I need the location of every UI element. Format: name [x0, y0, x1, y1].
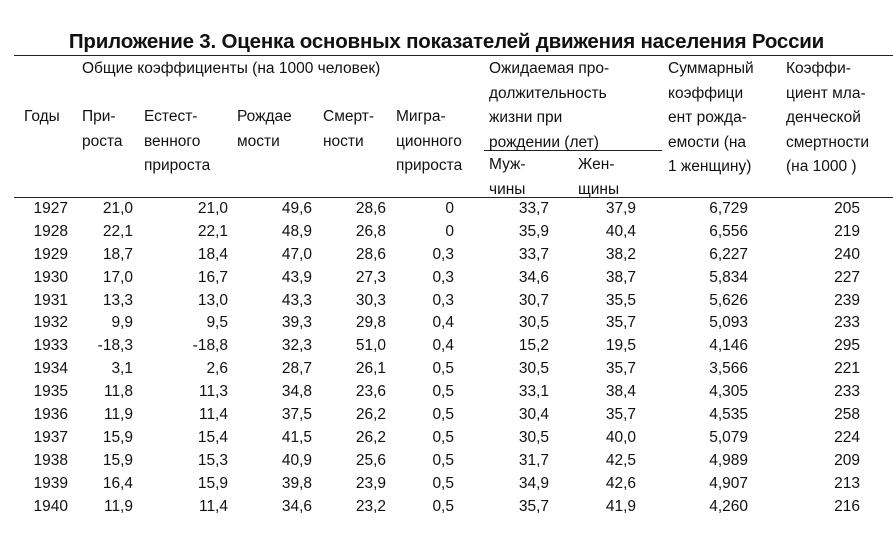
cell-migration: 0,4: [432, 314, 454, 332]
cell-men: 33,1: [518, 383, 549, 401]
cell-natural-growth: 15,9: [197, 474, 228, 492]
table-row: [0, 358, 893, 381]
cell-migration: 0: [445, 200, 454, 217]
page-title: Приложение 3. Оценка основных показателей движения населения России: [68, 30, 825, 53]
cell-migration: 0,3: [432, 245, 454, 263]
table-row: [0, 427, 893, 450]
cell-births: 48,9: [281, 222, 312, 240]
cell-infant-mortality: 233: [834, 314, 860, 332]
cell-growth: 18,7: [102, 245, 133, 263]
cell-women: 41,9: [605, 497, 636, 515]
header-life-expectancy: Ожидаемая про- должительность жизни при рождении (лет): [489, 60, 610, 151]
cell-year: 1938: [33, 451, 68, 469]
cell-births: 49,6: [281, 200, 312, 217]
cell-infant-mortality: 209: [834, 451, 860, 469]
cell-men: 33,7: [518, 200, 549, 217]
cell-deaths: 27,3: [355, 268, 386, 286]
cell-natural-growth: 11,4: [198, 406, 228, 424]
cell-infant-mortality: 219: [834, 222, 860, 240]
table-body: [0, 198, 893, 518]
cell-natural-growth: 2,6: [206, 360, 228, 378]
cell-growth: 13,3: [102, 291, 133, 309]
cell-year: 1933: [33, 337, 68, 355]
cell-deaths: 28,6: [355, 200, 386, 217]
cell-year: 1927: [33, 200, 68, 217]
cell-year: 1930: [33, 268, 68, 286]
cell-fertility: 5,093: [709, 314, 748, 332]
cell-migration: 0,5: [432, 451, 454, 469]
header-general-coefficients: Общие коэффициенты (на 1000 человек): [82, 60, 381, 77]
cell-fertility: 4,907: [709, 474, 748, 492]
cell-year: 1928: [33, 222, 68, 240]
cell-women: 37,9: [605, 200, 636, 217]
cell-deaths: 26,1: [355, 360, 386, 378]
cell-men: 33,7: [518, 245, 549, 263]
header-fertility: Суммарный коэффици ент рожда- емости (на 1 женщину): [668, 60, 754, 175]
cell-deaths: 30,3: [355, 291, 386, 309]
cell-women: 42,6: [605, 474, 636, 492]
cell-growth: 11,8: [103, 383, 133, 401]
cell-growth: 17,0: [102, 268, 133, 286]
cell-fertility: 4,260: [709, 497, 748, 515]
cell-infant-mortality: 205: [834, 200, 860, 217]
cell-natural-growth: 16,7: [197, 268, 228, 286]
cell-natural-growth: 9,5: [206, 314, 228, 332]
cell-births: 28,7: [281, 360, 312, 378]
cell-migration: 0,5: [432, 360, 454, 378]
cell-infant-mortality: 233: [834, 383, 860, 401]
cell-women: 38,7: [605, 268, 636, 286]
cell-births: 43,3: [281, 291, 312, 309]
cell-natural-growth: 15,4: [197, 428, 228, 446]
cell-infant-mortality: 216: [834, 497, 860, 515]
cell-fertility: 4,989: [709, 451, 748, 469]
cell-migration: 0: [445, 222, 454, 240]
cell-births: 39,3: [281, 314, 312, 332]
cell-men: 35,7: [518, 497, 549, 515]
table-row: [0, 198, 893, 221]
cell-deaths: 23,2: [355, 497, 386, 515]
cell-women: 35,7: [605, 360, 636, 378]
cell-migration: 0,4: [432, 337, 454, 355]
cell-births: 41,5: [281, 428, 312, 446]
cell-men: 34,6: [518, 268, 549, 286]
cell-natural-growth: -18,8: [192, 337, 228, 355]
cell-year: 1939: [33, 474, 68, 492]
cell-year: 1935: [33, 383, 68, 401]
cell-women: 35,5: [605, 291, 636, 309]
cell-fertility: 4,146: [709, 337, 748, 355]
header-years: Годы: [24, 108, 60, 125]
cell-fertility: 4,305: [709, 383, 748, 401]
cell-growth: 15,9: [102, 451, 133, 469]
cell-women: 19,5: [605, 337, 636, 355]
cell-births: 34,8: [281, 383, 312, 401]
header-natural-growth: Естест- венного прироста: [144, 108, 211, 174]
table-row: [0, 335, 893, 358]
cell-year: 1931: [33, 291, 68, 309]
cell-infant-mortality: 240: [834, 245, 860, 263]
cell-deaths: 26,2: [355, 406, 386, 424]
cell-migration: 0,3: [432, 291, 454, 309]
cell-fertility: 4,535: [709, 406, 748, 424]
cell-deaths: 29,8: [355, 314, 386, 332]
cell-infant-mortality: 295: [834, 337, 860, 355]
cell-men: 30,7: [518, 291, 549, 309]
cell-year: 1932: [33, 314, 68, 332]
cell-growth: 21,0: [102, 200, 133, 217]
cell-fertility: 5,079: [709, 428, 748, 446]
cell-infant-mortality: 258: [834, 406, 860, 424]
cell-migration: 0,5: [432, 497, 454, 515]
cell-migration: 0,5: [432, 428, 454, 446]
cell-deaths: 51,0: [355, 337, 386, 355]
cell-women: 38,4: [605, 383, 636, 401]
table-row: [0, 381, 893, 404]
cell-natural-growth: 15,3: [197, 451, 228, 469]
table-row: [0, 312, 893, 335]
cell-men: 30,5: [518, 360, 549, 378]
cell-natural-growth: 21,0: [197, 200, 228, 217]
cell-growth: 11,9: [103, 497, 133, 515]
table-row: [0, 496, 893, 519]
cell-fertility: 3,566: [709, 360, 748, 378]
cell-natural-growth: 22,1: [197, 222, 228, 240]
cell-women: 38,2: [605, 245, 636, 263]
cell-migration: 0,5: [432, 383, 454, 401]
cell-fertility: 6,556: [709, 222, 748, 240]
cell-men: 30,5: [518, 314, 549, 332]
cell-year: 1936: [33, 406, 68, 424]
table-row: [0, 244, 893, 267]
cell-growth: 9,9: [111, 314, 133, 332]
header-men: Муж- чины: [489, 156, 526, 198]
cell-natural-growth: 11,4: [198, 497, 228, 515]
cell-births: 39,8: [281, 474, 312, 492]
cell-year: 1934: [33, 360, 68, 378]
cell-men: 31,7: [518, 451, 549, 469]
cell-births: 37,5: [281, 406, 312, 424]
header-growth: При- роста: [82, 108, 123, 150]
cell-men: 15,2: [518, 337, 549, 355]
cell-year: 1940: [33, 497, 68, 515]
cell-infant-mortality: 221: [834, 360, 860, 378]
cell-deaths: 25,6: [355, 451, 386, 469]
table-row: [0, 221, 893, 244]
cell-year: 1929: [33, 245, 68, 263]
cell-fertility: 5,834: [709, 268, 748, 286]
header-migration: Мигра- ционного прироста: [396, 108, 463, 174]
cell-women: 35,7: [605, 406, 636, 424]
table-row: [0, 450, 893, 473]
cell-deaths: 28,6: [355, 245, 386, 263]
cell-births: 43,9: [281, 268, 312, 286]
cell-migration: 0,3: [432, 268, 454, 286]
cell-deaths: 26,8: [355, 222, 386, 240]
cell-growth: 11,9: [103, 406, 133, 424]
cell-deaths: 23,6: [355, 383, 386, 401]
cell-births: 47,0: [281, 245, 312, 263]
header-deaths: Смерт- ности: [323, 108, 375, 150]
table-row: [0, 473, 893, 496]
cell-growth: 22,1: [102, 222, 133, 240]
header-infant-mortality: Коэффи- циент мла- денческой смертности (на 1000 ): [786, 60, 870, 175]
top-rule: [14, 55, 893, 56]
cell-infant-mortality: 224: [834, 428, 860, 446]
cell-fertility: 6,729: [709, 200, 748, 217]
cell-men: 30,5: [518, 428, 549, 446]
cell-natural-growth: 18,4: [197, 245, 228, 263]
cell-births: 40,9: [281, 451, 312, 469]
cell-growth: 3,1: [111, 360, 133, 378]
cell-men: 35,9: [518, 222, 549, 240]
cell-migration: 0,5: [432, 474, 454, 492]
cell-growth: 15,9: [102, 428, 133, 446]
cell-natural-growth: 11,3: [198, 383, 228, 401]
cell-natural-growth: 13,0: [197, 291, 228, 309]
cell-migration: 0,5: [432, 406, 454, 424]
table-row: [0, 404, 893, 427]
cell-men: 30,4: [518, 406, 549, 424]
cell-women: 40,0: [605, 428, 636, 446]
cell-year: 1937: [33, 428, 68, 446]
cell-women: 42,5: [605, 451, 636, 469]
cell-fertility: 5,626: [709, 291, 748, 309]
cell-deaths: 23,9: [355, 474, 386, 492]
cell-infant-mortality: 213: [834, 474, 860, 492]
header-women: Жен- щины: [578, 156, 620, 198]
table-row: [0, 267, 893, 290]
header-births: Рождае мости: [237, 108, 292, 150]
cell-growth: -18,3: [97, 337, 133, 355]
cell-births: 32,3: [281, 337, 312, 355]
table-row: [0, 290, 893, 313]
cell-infant-mortality: 239: [834, 291, 860, 309]
cell-women: 35,7: [605, 314, 636, 332]
cell-men: 34,9: [518, 474, 549, 492]
cell-births: 34,6: [281, 497, 312, 515]
cell-deaths: 26,2: [355, 428, 386, 446]
cell-growth: 16,4: [102, 474, 133, 492]
cell-infant-mortality: 227: [834, 268, 860, 286]
cell-women: 40,4: [605, 222, 636, 240]
cell-fertility: 6,227: [709, 245, 748, 263]
